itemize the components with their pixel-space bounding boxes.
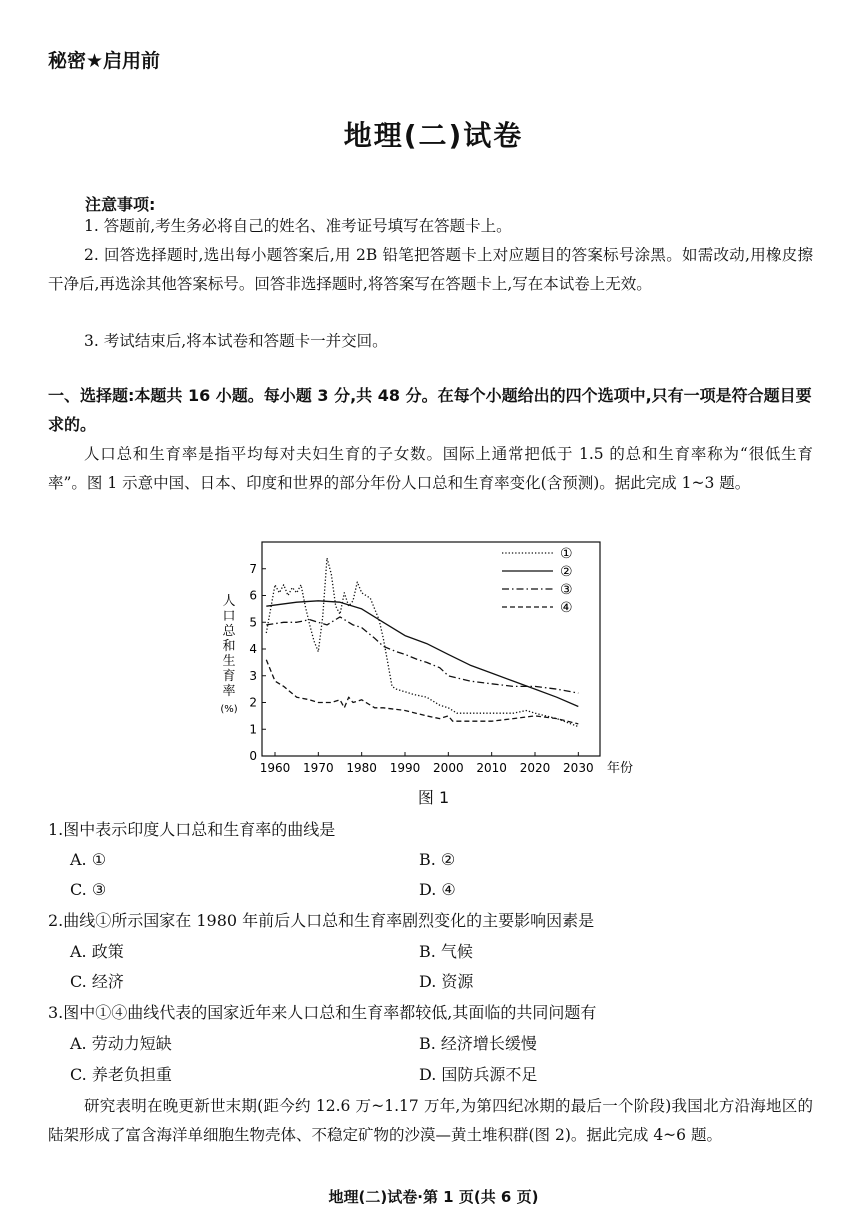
q3-option-d[interactable]: D. 国防兵源不足: [419, 1065, 538, 1084]
y-tick-label: 3: [249, 668, 257, 683]
y-axis-label-char: 育: [222, 669, 236, 684]
q1-option-a[interactable]: A. ①: [70, 850, 107, 869]
y-axis-label-char: 总: [222, 624, 236, 639]
y-axis-label-char: 人: [222, 594, 236, 609]
x-axis-label: 年份: [607, 761, 634, 776]
q2-option-c[interactable]: C. 经济: [70, 972, 124, 991]
notice-item-2: 2. 回答选择题时,选出每小题答案后,用 2B 铅笔把答题卡上对应题目的答案标号涂黑。如需改动,用橡皮擦干净后,再选涂其他答案标号。回答非选择题时,将答案写在答题卡上,写在本试卷上无效。: [48, 246, 813, 293]
question-3-stem: 3.图中①④曲线代表的国家近年来人口总和生育率都较低,其面临的共同问题有: [48, 1003, 597, 1022]
x-tick-label: 1980: [346, 761, 377, 775]
material-paragraph-2: 研究表明在晚更新世末期(距今约 12.6 万~1.17 万年,为第四纪冰期的最后一个阶段)我国北方沿海地区的陆架形成了富含海洋单细胞生物壳体、不稳定矿物的沙漠—黄土堆积群(图 2)。据此完成 4~6 题。: [48, 1097, 813, 1144]
q3-option-c[interactable]: C. 养老负担重: [70, 1065, 172, 1084]
y-axis-label-unit: (%): [220, 704, 238, 715]
y-tick-label: 4: [249, 642, 257, 656]
legend-label-1: ①: [560, 546, 573, 562]
exam-title: 地理(二)试卷: [343, 119, 524, 152]
figure-caption: 图 1: [417, 788, 450, 807]
plot-frame: [262, 542, 600, 756]
series-line-2: [266, 601, 578, 707]
fertility-chart: [215, 535, 645, 780]
y-axis-label-char: 生: [222, 654, 236, 669]
y-tick-label: 2: [249, 695, 257, 710]
x-tick-label: 2000: [433, 761, 464, 775]
q1-option-d[interactable]: D. ④: [419, 880, 456, 899]
q3-option-b[interactable]: B. 经济增长缓慢: [419, 1034, 537, 1053]
notice-item-3: 3. 考试结束后,将本试卷和答题卡一并交回。: [84, 332, 388, 350]
notice-heading: 注意事项:: [85, 195, 156, 214]
page-footer: 地理(二)试卷·第 1 页(共 6 页): [328, 1188, 539, 1206]
y-tick-label: 1: [249, 722, 257, 737]
x-tick-label: 2020: [519, 761, 551, 775]
q2-option-a[interactable]: A. 政策: [70, 942, 124, 961]
x-tick-label: 2010: [476, 761, 507, 775]
series-line-4: [266, 660, 578, 724]
x-tick-label: 1970: [303, 761, 334, 775]
q1-option-b[interactable]: B. ②: [419, 850, 456, 869]
y-tick-label: 7: [249, 561, 257, 576]
y-axis-label-char: 口: [222, 609, 236, 624]
q3-option-a[interactable]: A. 劳动力短缺: [70, 1034, 172, 1053]
x-tick-label: 1960: [259, 761, 291, 775]
notice-item-1: 1. 答题前,考生务必将自己的姓名、准考证号填写在答题卡上。: [84, 217, 512, 235]
y-tick-label: 5: [249, 615, 257, 630]
legend-label-4: ④: [560, 600, 573, 616]
y-axis-label-char: 和: [222, 639, 236, 654]
x-tick-label: 1990: [389, 761, 421, 775]
material-paragraph-1: 人口总和生育率是指平均每对夫妇生育的子女数。国际上通常把低于 1.5 的总和生育率称为“很低生育率”。图 1 示意中国、日本、印度和世界的部分年份人口总和生育率变化(含预测)。据此完成 1~3 题。: [48, 445, 813, 492]
q1-option-c[interactable]: C. ③: [70, 880, 107, 899]
series-line-3: [266, 617, 578, 693]
legend-label-3: ③: [560, 582, 573, 598]
section-heading: 一、选择题:本题共 16 小题。每小题 3 分,共 48 分。在每个小题给出的四个选项中,只有一项是符合题目要求的。: [48, 386, 812, 434]
q2-option-d[interactable]: D. 资源: [419, 972, 474, 991]
legend-label-2: ②: [560, 564, 573, 580]
y-tick-label: 0: [249, 749, 257, 763]
y-axis-label-char: 率: [222, 684, 236, 699]
q2-option-b[interactable]: B. 气候: [419, 942, 473, 961]
y-tick-label: 6: [249, 588, 257, 603]
confidential-mark: 秘密★启用前: [48, 50, 161, 72]
question-1-stem: 1.图中表示印度人口总和生育率的曲线是: [48, 820, 336, 839]
x-tick-label: 2030: [563, 761, 594, 775]
question-2-stem: 2.曲线①所示国家在 1980 年前后人口总和生育率剧烈变化的主要影响因素是: [48, 911, 595, 930]
